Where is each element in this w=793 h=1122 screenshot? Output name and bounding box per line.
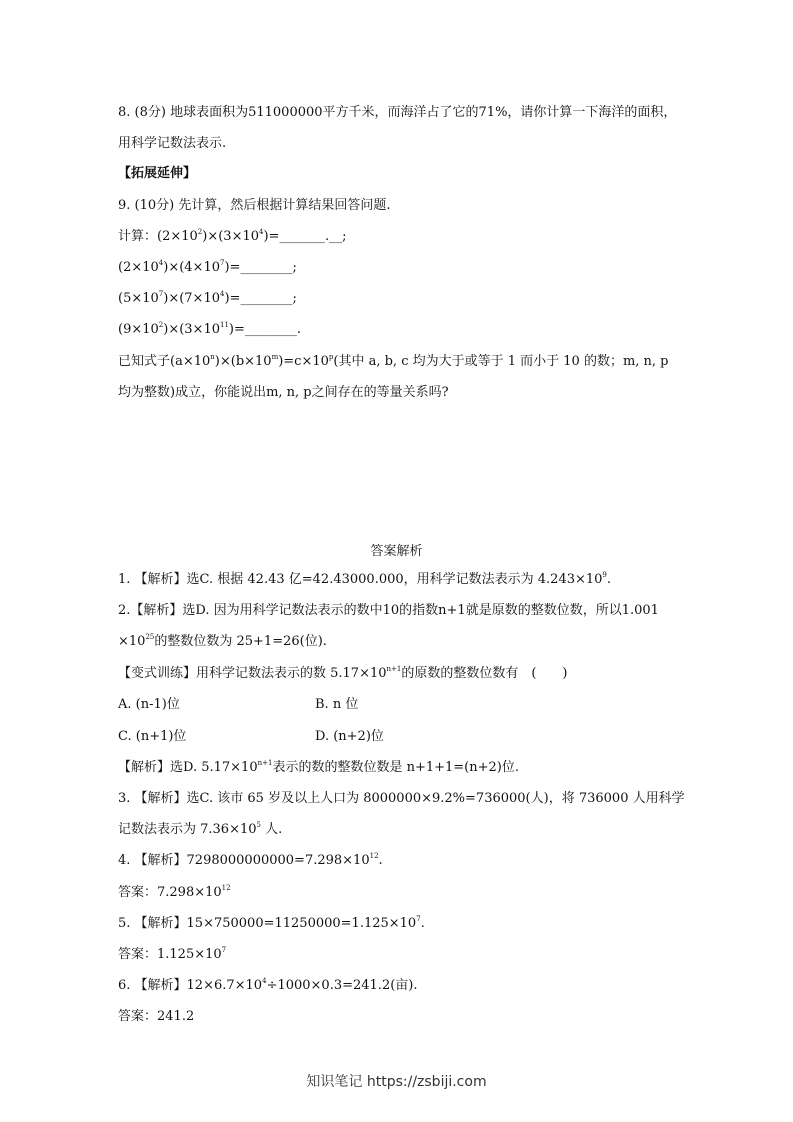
expr-part: 已知式子(a×10 bbox=[118, 354, 211, 369]
exponent: 7 bbox=[221, 946, 227, 954]
answer-text: . bbox=[378, 853, 383, 868]
answer-6-line-1 bbox=[118, 977, 418, 995]
answers-title: 答案解析 bbox=[370, 544, 423, 559]
expr-part: )= bbox=[224, 260, 241, 275]
answer-text: 1. 【解析】选C. 根据 42.43 亿=42.43000.000，用科学记数法表示为 4.243×10 bbox=[118, 572, 603, 587]
expr-part: )×(7×10 bbox=[163, 291, 220, 306]
answer-text: 4. 【解析】7298000000000=7.298×10 bbox=[118, 853, 370, 868]
answer-2-line-1: 2.【解析】选D. 因为用科学记数法表示的数中10的指数n+1就是原数的整数位数，所以1.001 bbox=[118, 603, 659, 618]
expr-part: (其中 a, b, c 均为大于或等于 1 而小于 10 的数；m, n, p bbox=[333, 354, 669, 369]
section-heading-extend: 【拓展延伸】 bbox=[118, 166, 197, 181]
exponent: 4 bbox=[158, 259, 164, 267]
variant-option-a: A. (n-1)位 bbox=[118, 697, 180, 712]
question-8-line-2: 用科学记数法表示. bbox=[118, 136, 227, 151]
exponent: 7 bbox=[158, 290, 164, 298]
answer-2-line-2 bbox=[118, 633, 327, 651]
answer-text: ÷1000×0.3=241.2(亩). bbox=[266, 978, 418, 993]
answer-text: 6. 【解析】12×6.7×10 bbox=[118, 978, 263, 993]
answer-text: 答案：7.298×10 bbox=[118, 885, 222, 900]
answer-3-line-2 bbox=[118, 821, 282, 839]
variant-option-d: D. (n+2)位 bbox=[315, 729, 384, 744]
answer-text: 【解析】选D. 5.17×10 bbox=[118, 760, 258, 775]
answer-1 bbox=[118, 571, 611, 589]
answer-4-line-1 bbox=[118, 852, 383, 870]
exponent: n+1 bbox=[257, 759, 273, 767]
expr-part: )= bbox=[224, 291, 241, 306]
variant-question bbox=[118, 665, 568, 683]
exponent: 7 bbox=[416, 915, 421, 923]
answer-text: 【变式训练】用科学记数法表示的数 5.17×10 bbox=[118, 666, 387, 681]
exponent: 11 bbox=[220, 321, 229, 329]
expr-part: (5×10 bbox=[118, 291, 159, 306]
exponent: 2 bbox=[197, 228, 203, 236]
answer-4-result bbox=[118, 884, 231, 902]
question-9-calc-2 bbox=[118, 259, 297, 277]
exponent: m bbox=[271, 353, 279, 361]
answer-text: 人. bbox=[260, 822, 283, 837]
expr-part: )= bbox=[228, 322, 245, 337]
exponent: p bbox=[328, 353, 334, 361]
variant-answer bbox=[118, 759, 519, 777]
answer-text: 答案：1.125×10 bbox=[118, 947, 222, 962]
question-9-calc-1 bbox=[118, 228, 346, 246]
answer-3-line-1: 3. 【解析】选C. 该市 65 岁及以上人口为 8000000×9.2%=736000(人)，将 736000 人用科学 bbox=[118, 791, 685, 806]
footer-watermark: 知识笔记 https://zsbiji.com bbox=[306, 1074, 487, 1090]
answer-text: 记数法表示为 7.36×10 bbox=[118, 822, 257, 837]
variant-option-c: C. (n+1)位 bbox=[118, 729, 187, 744]
answer-blank: ________; bbox=[240, 291, 297, 306]
expr-part: )×(3×10 bbox=[163, 322, 220, 337]
exponent: 4 bbox=[220, 290, 225, 298]
answer-text: 的整数位数为 25+1=26(位). bbox=[154, 634, 327, 649]
answer-5-line-1 bbox=[118, 915, 425, 933]
calc-prefix: 计算： bbox=[118, 229, 158, 244]
exponent: 4 bbox=[259, 228, 264, 236]
exponent: 25 bbox=[145, 633, 155, 641]
exponent: 7 bbox=[220, 259, 225, 267]
exponent: 2 bbox=[158, 321, 164, 329]
answer-text: . bbox=[420, 916, 425, 931]
variant-option-b: B. n 位 bbox=[315, 697, 359, 712]
answer-text: 5. 【解析】15×750000=11250000=1.125×10 bbox=[118, 916, 417, 931]
expr-part: )=c×10 bbox=[278, 354, 329, 369]
expr-part: (2×10 bbox=[157, 229, 198, 244]
answer-text: 表示的数的整数位数是 n+1+1=(n+2)位. bbox=[272, 760, 519, 775]
exponent: n bbox=[210, 353, 215, 361]
question-9-calc-3 bbox=[118, 290, 297, 308]
answer-blank: ________; bbox=[240, 260, 297, 275]
expr-part: (2×10 bbox=[118, 260, 159, 275]
expr-part: )×(b×10 bbox=[214, 354, 272, 369]
answer-blank: _______.__; bbox=[279, 229, 347, 244]
exponent: 12 bbox=[369, 852, 379, 860]
answer-6-result: 答案：241.2 bbox=[118, 1009, 195, 1024]
question-9-intro: 9. (10分) 先计算，然后根据计算结果回答问题. bbox=[118, 198, 391, 213]
answer-5-result bbox=[118, 946, 226, 964]
expr-part: (9×10 bbox=[118, 322, 159, 337]
expr-part: )×(3×10 bbox=[202, 229, 260, 244]
question-9-known-line-1 bbox=[118, 353, 669, 371]
exponent: n+1 bbox=[386, 665, 402, 673]
expr-part: )×(4×10 bbox=[163, 260, 220, 275]
exponent: 9 bbox=[602, 571, 607, 579]
question-8-line-1: 8. (8分) 地球表面积为511000000平方千米，而海洋占了它的71%，请你计算一下海洋的面积， bbox=[118, 105, 677, 120]
answer-text: 的原数的整数位数有 ( ) bbox=[401, 666, 568, 681]
answer-text: ×10 bbox=[118, 634, 146, 649]
exponent: 12 bbox=[221, 884, 231, 892]
question-9-known-line-2: 均为整数)成立，你能说出m, n, p之间存在的等量关系吗? bbox=[118, 385, 449, 400]
exponent: 5 bbox=[256, 821, 261, 829]
question-9-calc-4 bbox=[118, 321, 301, 339]
exponent: 4 bbox=[262, 977, 267, 985]
answer-blank: ________. bbox=[244, 322, 302, 337]
answer-text: . bbox=[606, 572, 612, 587]
expr-part: )= bbox=[263, 229, 280, 244]
